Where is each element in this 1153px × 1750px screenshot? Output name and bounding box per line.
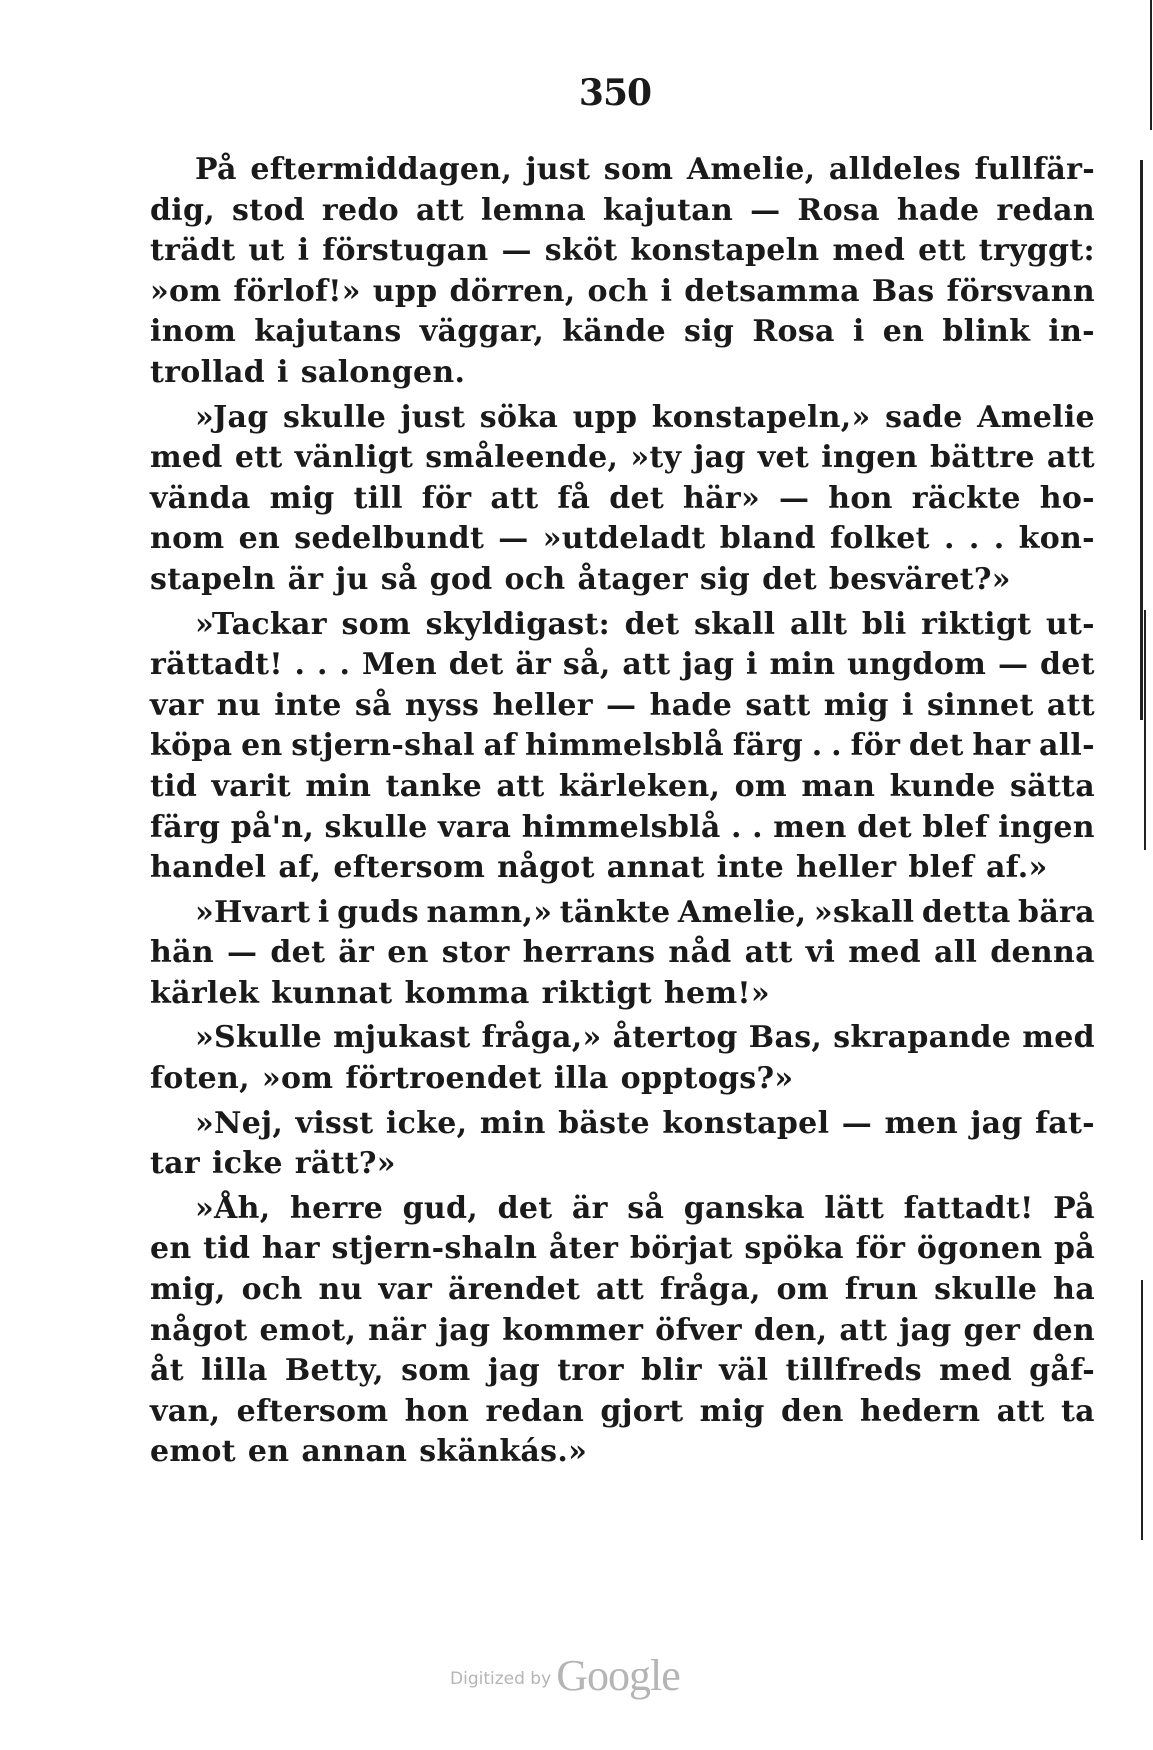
text-line: van, eftersom hon redan gjort mig den hedern att ta [150,1393,1095,1429]
text-line: var nu inte så nyss heller — hade satt mig i sinnet att [150,687,1095,723]
text-line: nom en sedelbundt — »utdeladt bland folket . . . kon- [150,521,1095,557]
text-line: kärlek kunnat komma riktigt hem!» [150,975,770,1011]
text-line: en tid har stjern-shaln åter börjat spöka för ögonen på [150,1231,1095,1267]
page-number: 350 [578,72,652,114]
text-line: något emot, när jag kommer öfver den, att jag ger den [150,1312,1095,1348]
paragraph [150,1189,1095,1473]
scan-edge-line [1150,0,1152,130]
text-line: färg på'n, skulle vara himmelsblå . . men det blef ingen [150,809,1095,845]
text-line: trädt ut i förstugan — sköt konstapeln med ett tryggt: [150,233,1095,269]
paragraph [150,605,1095,889]
digitized-watermark [450,1650,680,1701]
paragraph [150,150,1095,394]
paragraph [150,893,1095,1015]
paragraph [150,1104,1095,1185]
text-line: handel af, eftersom något annat inte heller blef af.» [150,850,1048,886]
scan-edge-line [1141,1280,1143,1540]
text-line: trollad i salongen. [150,354,466,390]
text-line: foten, »om förtroendet illa opptogs?» [150,1061,794,1097]
text-line: rättadt! . . . Men det är så, att jag i min ungdom — det [150,647,1095,683]
text-line: »Skulle mjukast fråga,» återtog Bas, skrapande med [195,1020,1095,1056]
watermark-brand: Google [556,1651,680,1700]
text-line: vända mig till för att få det här» — hon räckte ho- [150,480,1095,516]
paragraph [150,398,1095,601]
text-line: hän — det är en stor herrans nåd att vi med all denna [150,935,1095,971]
text-line: köpa en stjern-shal af himmelsblå färg . . för det har all- [150,728,1095,764]
text-line: »Hvart i guds namn,» tänkte Amelie, »skall detta bära [195,894,1095,930]
text-line: tar icke rätt?» [150,1146,396,1182]
scan-edge-line [1140,160,1143,720]
text-line: På eftermiddagen, just som Amelie, alldeles fullfär- [195,152,1095,187]
text-line: emot en annan skänkás.» [150,1434,588,1470]
text-line: »Nej, visst icke, min bäste konstapel — men jag fat- [195,1105,1095,1141]
text-line: mig, och nu var ärendet att fråga, om frun skulle ha [150,1272,1095,1308]
text-line: »Tackar som skyldigast: det skall allt bli riktigt ut- [195,606,1095,642]
paragraph [150,1018,1095,1099]
text-line: inom kajutans väggar, kände sig Rosa i en blink in- [150,314,1095,350]
text-line: »om förlof!» upp dörren, och i detsamma Bas försvann [150,273,1095,309]
scan-edge-line [1144,610,1146,850]
text-line: med ett vänligt småleende, »ty jag vet ingen bättre att [150,440,1095,476]
text-line: »Jag skulle just söka upp konstapeln,» sade Amelie [195,399,1095,435]
text-line: tid varit min tanke att kärleken, om man kunde sätta [150,768,1095,804]
text-line: stapeln är ju så god och åtager sig det besväret?» [150,561,1011,597]
text-line: åt lilla Betty, som jag tror blir väl tillfreds med gåf- [150,1353,1095,1389]
text-line: dig, stod redo att lemna kajutan — Rosa hade redan [150,192,1095,228]
body-text [150,150,1095,1477]
watermark-prefix: Digitized by [450,1669,552,1689]
text-line: »Åh, herre gud, det är så ganska lätt fattadt! På [195,1190,1095,1226]
